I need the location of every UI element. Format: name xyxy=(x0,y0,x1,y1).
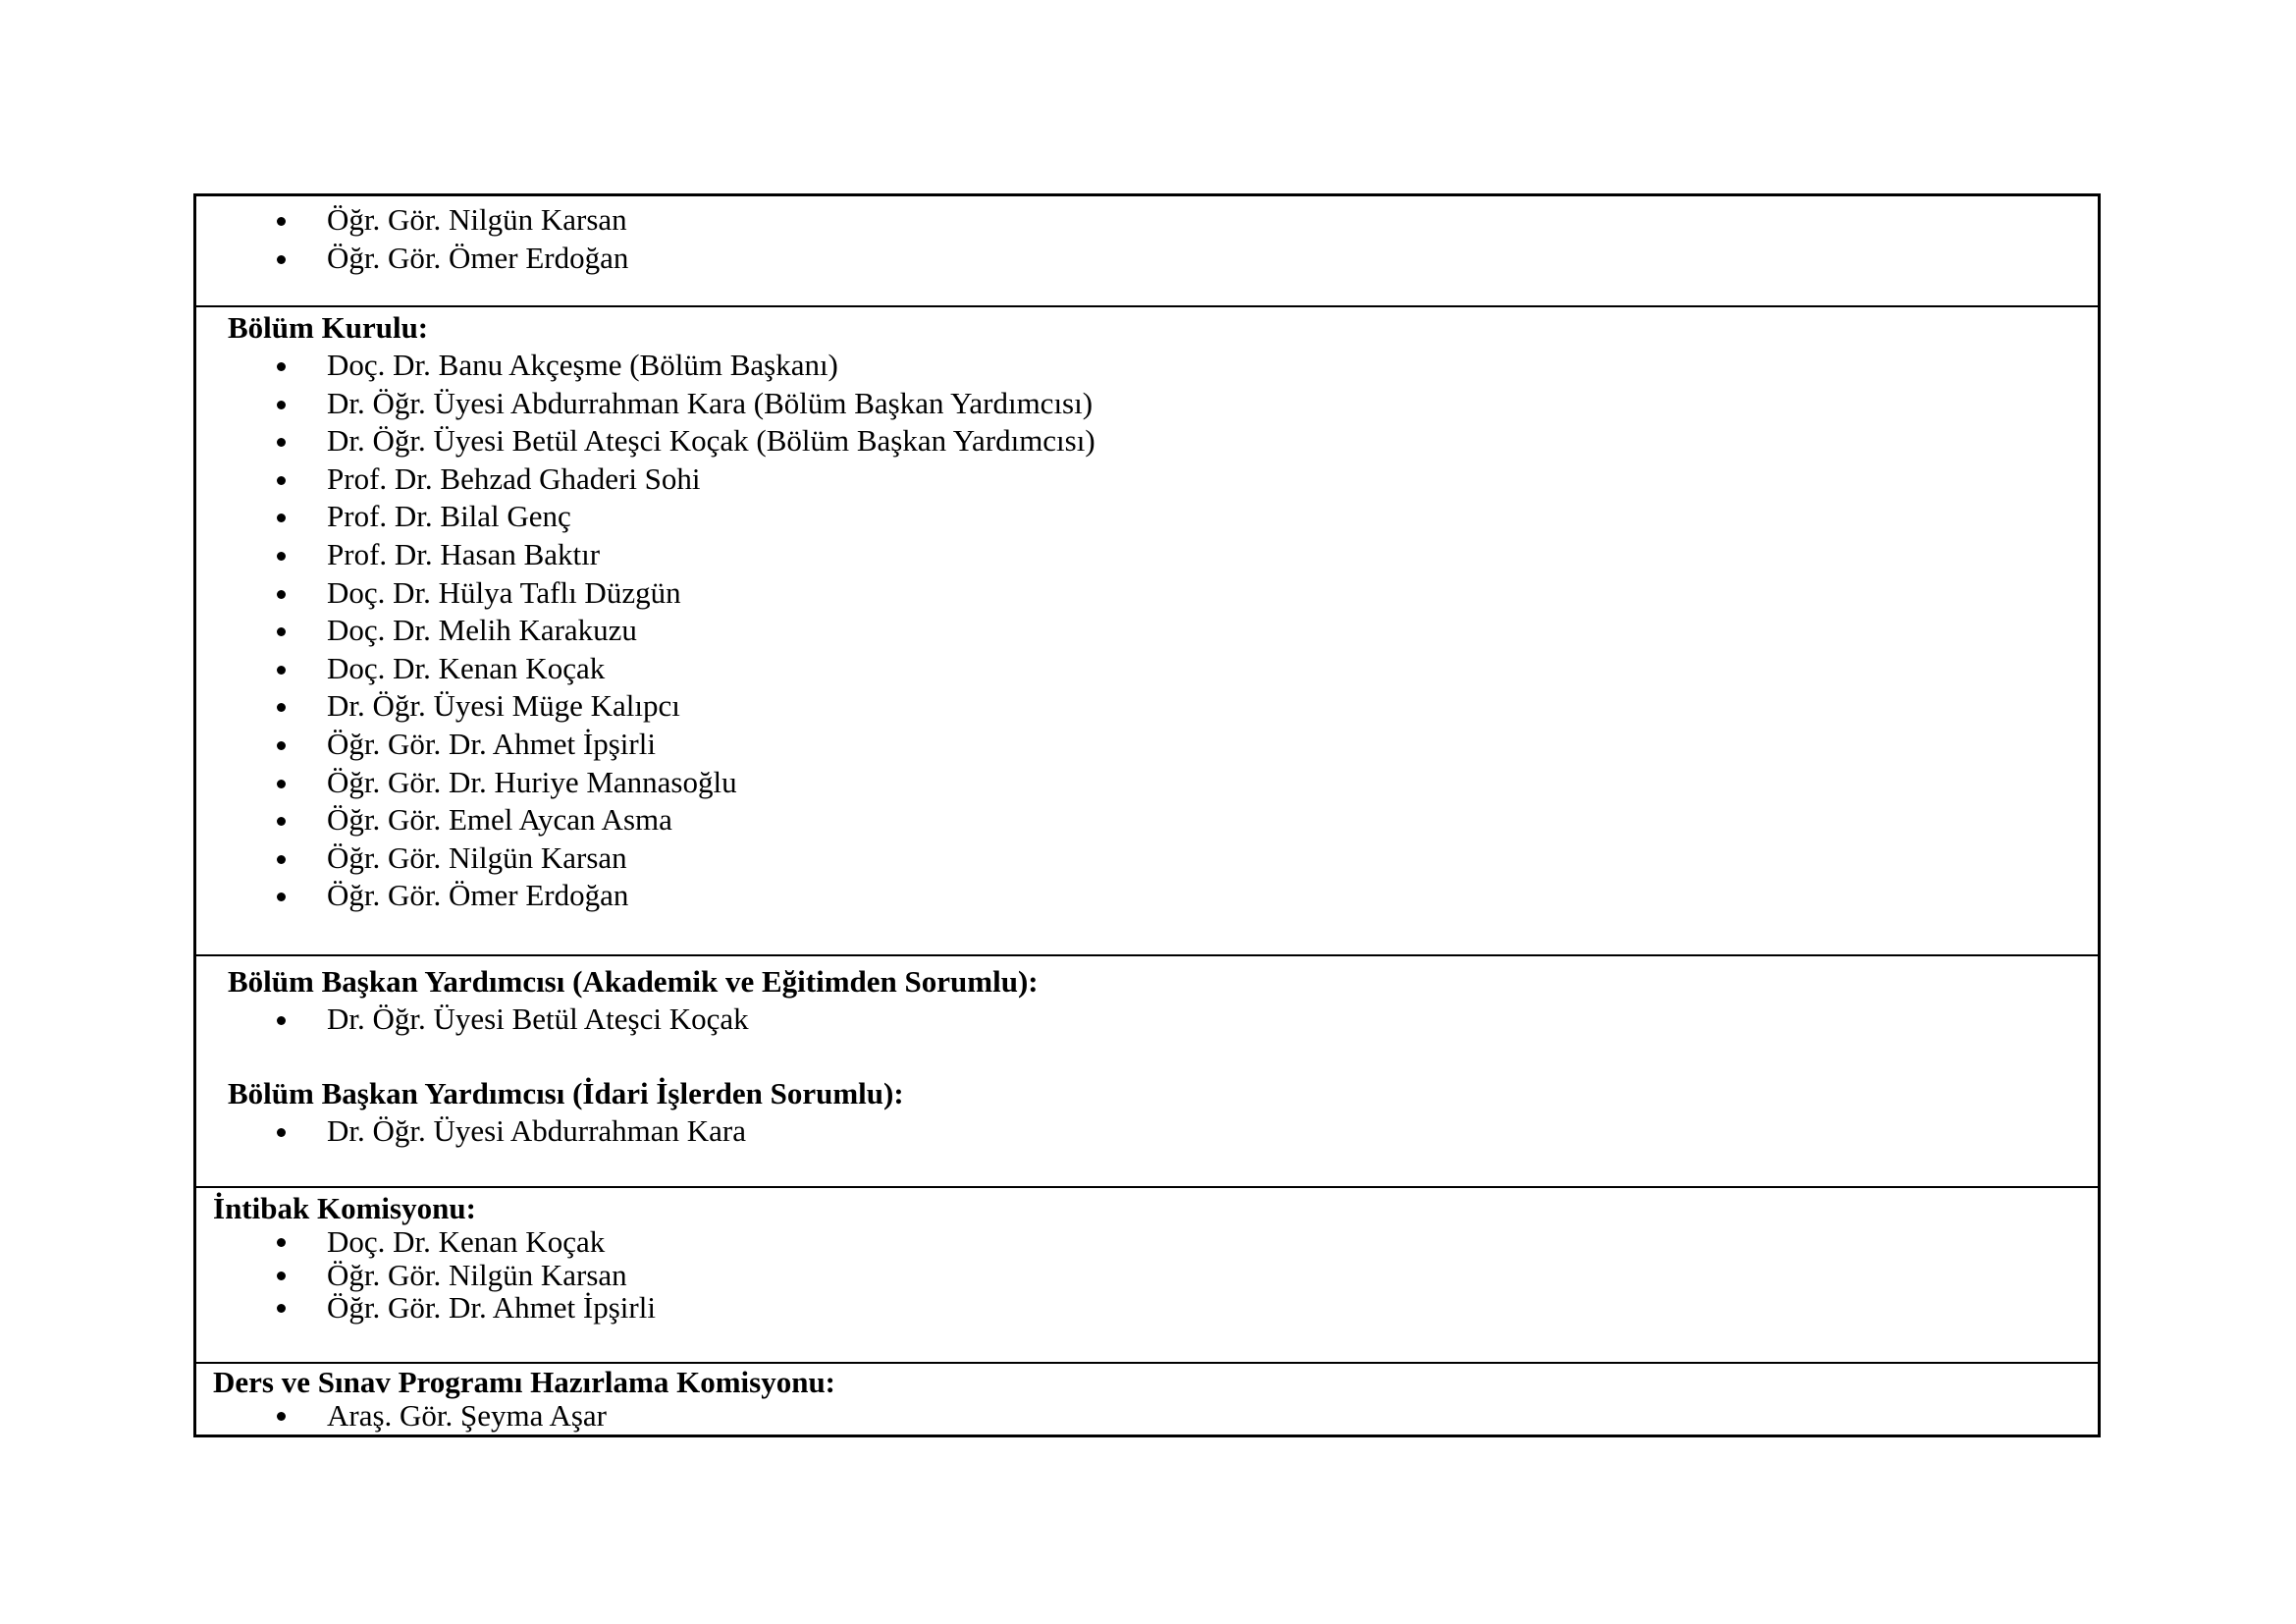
list-item: Araş. Gör. Şeyma Aşar xyxy=(196,1399,2098,1433)
continued-members-list xyxy=(196,201,2098,277)
list-item: Dr. Öğr. Üyesi Müge Kalıpcı xyxy=(196,687,2098,726)
adaptation-committee-list xyxy=(196,1225,2098,1325)
list-item: Öğr. Gör. Dr. Ahmet İpşirli xyxy=(196,726,2098,764)
list-item: Dr. Öğr. Üyesi Betül Ateşci Koçak (Bölüm Başkan Yardımcısı) xyxy=(196,422,2098,460)
list-item: Dr. Öğr. Üyesi Abdurrahman Kara xyxy=(196,1112,2098,1151)
vice-chairs-cell xyxy=(196,956,2098,1188)
administrative-vice-chair-heading: Bölüm Başkan Yardımcısı (İdari İşlerden Sorumlu): xyxy=(228,1075,904,1110)
continued-members-cell xyxy=(196,196,2098,307)
list-item: Doç. Dr. Hülya Taflı Düzgün xyxy=(196,574,2098,613)
list-item: Prof. Dr. Behzad Ghaderi Sohi xyxy=(196,460,2098,499)
academic-vice-chair-list xyxy=(196,1001,2098,1039)
list-item: Doç. Dr. Kenan Koçak xyxy=(196,1225,2098,1259)
list-item: Prof. Dr. Bilal Genç xyxy=(196,498,2098,536)
department-board-heading: Bölüm Kurulu: xyxy=(228,310,429,345)
department-board-list xyxy=(196,347,2098,915)
academic-vice-chair-heading: Bölüm Başkan Yardımcısı (Akademik ve Eğitimden Sorumlu): xyxy=(228,964,1039,999)
list-item: Öğr. Gör. Nilgün Karsan xyxy=(196,1259,2098,1292)
list-item: Öğr. Gör. Dr. Ahmet İpşirli xyxy=(196,1291,2098,1325)
list-item: Dr. Öğr. Üyesi Abdurrahman Kara (Bölüm Başkan Yardımcısı) xyxy=(196,385,2098,423)
list-item: Öğr. Gör. Ömer Erdoğan xyxy=(196,877,2098,915)
adaptation-committee-cell xyxy=(196,1188,2098,1364)
schedule-committee-cell xyxy=(196,1364,2098,1435)
list-item: Öğr. Gör. Nilgün Karsan xyxy=(196,839,2098,878)
list-item: Doç. Dr. Kenan Koçak xyxy=(196,650,2098,688)
committee-table xyxy=(193,193,2101,1437)
administrative-vice-chair-list xyxy=(196,1112,2098,1151)
list-item: Öğr. Gör. Emel Aycan Asma xyxy=(196,801,2098,839)
department-board-cell xyxy=(196,307,2098,956)
schedule-committee-heading: Ders ve Sınav Programı Hazırlama Komisyonu: xyxy=(213,1365,836,1399)
list-item: Öğr. Gör. Dr. Huriye Mannasoğlu xyxy=(196,764,2098,802)
list-item: Öğr. Gör. Nilgün Karsan xyxy=(196,201,2098,240)
list-item: Öğr. Gör. Ömer Erdoğan xyxy=(196,240,2098,278)
schedule-committee-list xyxy=(196,1399,2098,1433)
list-item: Dr. Öğr. Üyesi Betül Ateşci Koçak xyxy=(196,1001,2098,1039)
list-item: Doç. Dr. Melih Karakuzu xyxy=(196,612,2098,650)
adaptation-committee-heading: İntibak Komisyonu: xyxy=(213,1191,476,1225)
list-item: Prof. Dr. Hasan Baktır xyxy=(196,536,2098,574)
list-item: Doç. Dr. Banu Akçeşme (Bölüm Başkanı) xyxy=(196,347,2098,385)
